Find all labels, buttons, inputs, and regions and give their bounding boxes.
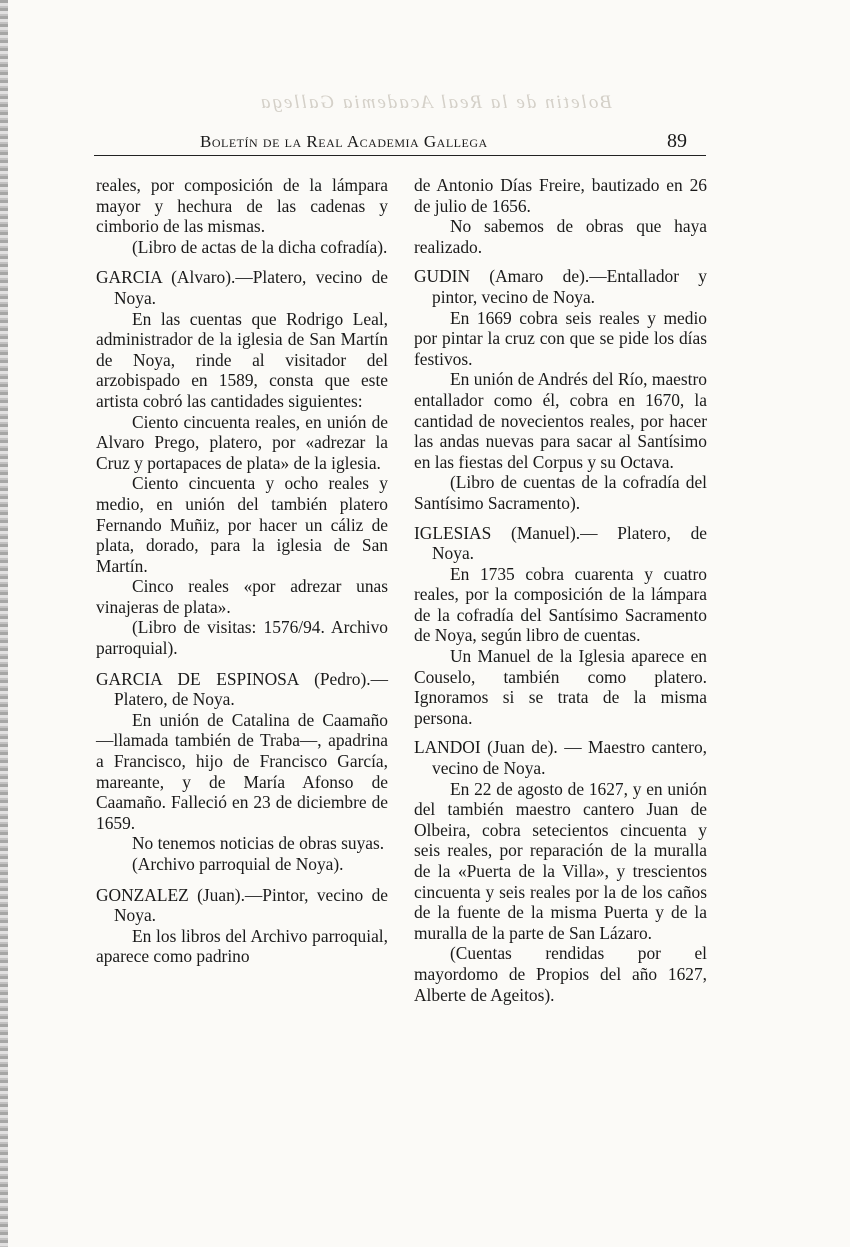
citation: (Libro de visitas: 1576/94. Archivo parroquial). <box>96 617 388 659</box>
entry-heading: GARCIA (Alvaro).—Platero, vecino de Noya. <box>96 267 388 308</box>
paragraph: Ciento cincuenta y ocho reales y medio, en unión del también platero Fernando Muñiz, por hacer un cáliz de plata, dorado, para la iglesia de San Martín. <box>96 473 388 576</box>
entry-heading: GUDIN (Amaro de).—Entallador y pintor, vecino de Noya. <box>414 266 707 307</box>
book-binding-edge <box>0 0 8 1247</box>
citation: (Libro de cuentas de la cofradía del Santísimo Sacramento). <box>414 472 707 513</box>
paragraph: En 1669 cobra seis reales y medio por pintar la cruz con que se pide los días festivos. <box>414 307 707 369</box>
paragraph: En 1735 cobra cuarenta y cuatro reales, por la composición de la lámpara de la cofradía del Santísimo Sacramento de Noya, según libro de cuentas. <box>414 563 707 646</box>
running-header <box>200 128 687 158</box>
journal-title: Boletín de la Real Academia Gallega <box>200 132 488 151</box>
paragraph: de Antonio Días Freire, bautizado en 26 de julio de 1656. <box>414 175 707 216</box>
citation: (Cuentas rendidas por el mayordomo de Propios del año 1627, Alberte de Ageitos). <box>414 943 707 1005</box>
paragraph: No sabemos de obras que haya realizado. <box>414 216 707 257</box>
paragraph: En unión de Catalina de Caamaño —llamada también de Traba—, apadrina a Francisco, hijo de Francisco García, mareante, y de María Afonso de Caamaño. Falleció en 23 de diciembre de 1659. <box>96 709 388 833</box>
bleed-through-text: Boletin de la Real Academia Gallega <box>259 92 612 113</box>
entry-heading: LANDOI (Juan de). — Maestro cantero, vecino de Noya. <box>414 737 707 779</box>
paragraph: Ciento cincuenta reales, en unión de Alvaro Prego, platero, por «adrezar la Cruz y portapaces de plata» de la iglesia. <box>96 411 388 473</box>
paragraph: En las cuentas que Rodrigo Leal, administrador de la iglesia de San Martín de Noya, rinde al visitador del arzobispado en 1589, consta que este artista cobró las cantidades siguientes: <box>96 308 388 411</box>
page-number: 89 <box>667 130 687 152</box>
paragraph: reales, por composición de la lámpara mayor y hechura de las cadenas y cimborio de las mismas. <box>96 175 388 237</box>
left-column <box>96 175 388 967</box>
entry-heading: GARCIA DE ESPINOSA (Pedro).—Platero, de Noya. <box>96 668 388 710</box>
paragraph: Un Manuel de la Iglesia aparece en Couselo, también como platero. Ignoramos si se trata de la misma persona. <box>414 646 707 728</box>
entry-heading: GONZALEZ (Juan).—Pintor, vecino de Noya. <box>96 884 388 926</box>
paragraph: En los libros del Archivo parroquial, aparece como padrino <box>96 925 388 967</box>
paragraph: No tenemos noticias de obras suyas. <box>132 833 385 854</box>
entry-heading: IGLESIAS (Manuel).— Platero, de Noya. <box>414 522 707 564</box>
right-column <box>414 175 707 1005</box>
paragraph: En unión de Andrés del Río, maestro entallador como él, cobra en 1670, la cantidad de novecientos reales, por hacer las andas nuevas para sacar al Santísimo en las fiestas del Corpus y su Octava. <box>414 369 707 472</box>
citation: (Libro de actas de la dicha cofradía). <box>132 236 388 257</box>
paragraph: En 22 de agosto de 1627, y en unión del también maestro cantero Juan de Olbeira, cobra setecientos cincuenta y seis reales, por reparación de la muralla de la «Puerta de la Villa», y trescientos cincuenta y seis reales por la de los caños de la fuente de la misma Puerta y de la muralla de la parte de San Lázaro. <box>414 778 707 943</box>
header-rule <box>94 155 706 156</box>
paragraph: Cinco reales «por adrezar unas vinajeras de plata». <box>96 576 388 617</box>
citation: (Archivo parroquial de Noya). <box>132 854 344 874</box>
